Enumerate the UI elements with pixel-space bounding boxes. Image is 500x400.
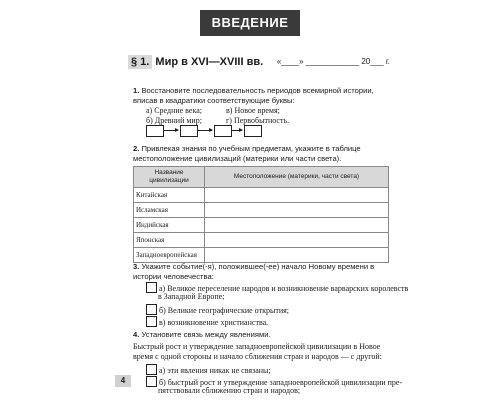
table-row [134, 248, 389, 263]
arrow-right-icon [164, 130, 178, 131]
q3-answer-b-text: б) Великие географические открытия; [159, 306, 290, 315]
question-4 [133, 330, 393, 340]
question-4-number: 4. [133, 330, 140, 339]
q1-option-d: г) Первобытность. [226, 116, 290, 125]
question-1-options-right [226, 106, 289, 126]
location-cell[interactable] [205, 248, 389, 263]
arrow-right-icon [232, 130, 242, 131]
question-2-text: Привлекая знания по учебным предметам, укажите в таблице местоположение цивилизаций (материки или части света). [133, 144, 361, 163]
civilization-name: Исламская [134, 203, 205, 218]
chapter-title: ВВЕДЕНИЕ [211, 15, 289, 30]
section-title [128, 56, 263, 68]
civilization-table [133, 166, 389, 263]
arrow-right-icon [198, 130, 212, 131]
sequence-box-2[interactable] [180, 125, 198, 137]
q1-option-c: в) Новое время; [226, 106, 280, 115]
question-4-body: Быстрый рост и утверждение западноевропейской цивилизации в Новое время с одной стороны и начало сближения стран и народов — с другой: [133, 342, 382, 361]
section-name: Мир в XVI—XVIII вв. [155, 56, 264, 68]
q1-option-b: б) Древний мир; [146, 116, 202, 125]
section-heading [128, 56, 390, 72]
civilization-name: Индийская [134, 218, 205, 233]
question-3-number: 3. [133, 262, 140, 271]
page-number: 4 [115, 375, 131, 387]
location-cell[interactable] [205, 218, 389, 233]
q4-checkbox-b[interactable] [146, 376, 157, 387]
question-1-text: Восстановите последовательность периодов всемирной истории, вписав в квадратики соответствующие буквы: [133, 86, 374, 105]
question-1-options-left [146, 106, 202, 126]
q4-checkbox-a[interactable] [146, 364, 157, 375]
question-2-number: 2. [133, 144, 140, 153]
civilization-name: Китайская [134, 188, 205, 203]
q3-checkbox-a[interactable] [146, 282, 157, 293]
civilization-name: Японская [134, 233, 205, 248]
question-1-number: 1. [133, 86, 140, 95]
question-3 [133, 262, 393, 282]
sequence-box-4[interactable] [244, 125, 262, 137]
question-1 [133, 86, 393, 106]
question-2 [133, 144, 393, 164]
q3-answer-b [146, 304, 289, 316]
table-header-name: Название цивилизации [134, 167, 205, 188]
q4-answer-a-text: а) эти явления никак не связаны; [159, 366, 271, 375]
q3-answer-a-cont: в Западной Европе; [158, 292, 225, 301]
location-cell[interactable] [205, 233, 389, 248]
question-4-text: Установите связь между явлениями. [141, 330, 271, 339]
q4-answer-b-cont: пятствовали сближению стран и народов; [158, 386, 301, 395]
table-row [134, 203, 389, 218]
q3-checkbox-c[interactable] [146, 316, 157, 327]
question-3-text: Укажите событие(-я), положившее(-ее) начало Новому времени в истории человечества: [133, 262, 375, 281]
q3-answer-c-text: в) возникновение христианства. [159, 318, 269, 327]
q3-answer-a-text: а) Великое переселение народов и возникновение варварских королевств [159, 284, 409, 293]
table-row [134, 233, 389, 248]
table-header-location: Местоположение (материки, части света) [205, 167, 389, 188]
table-row [134, 188, 389, 203]
location-cell[interactable] [205, 203, 389, 218]
section-number: § 1. [128, 55, 152, 69]
date-field[interactable]: «____» ____________ 20___ г. [276, 57, 390, 66]
table-row [134, 218, 389, 233]
q4-answer-a [146, 364, 271, 376]
chapter-header [200, 10, 300, 36]
sequence-box-1[interactable] [146, 125, 164, 137]
q3-checkbox-b[interactable] [146, 304, 157, 315]
civilization-name: Западноевропейская [134, 248, 205, 263]
sequence-box-3[interactable] [214, 125, 232, 137]
q1-option-a: а) Средние века; [146, 106, 202, 115]
q3-answer-c [146, 316, 268, 328]
location-cell[interactable] [205, 188, 389, 203]
q4-answer-b-text: б) быстрый рост и утверждение западноевропейской цивилизации пре- [159, 378, 403, 387]
